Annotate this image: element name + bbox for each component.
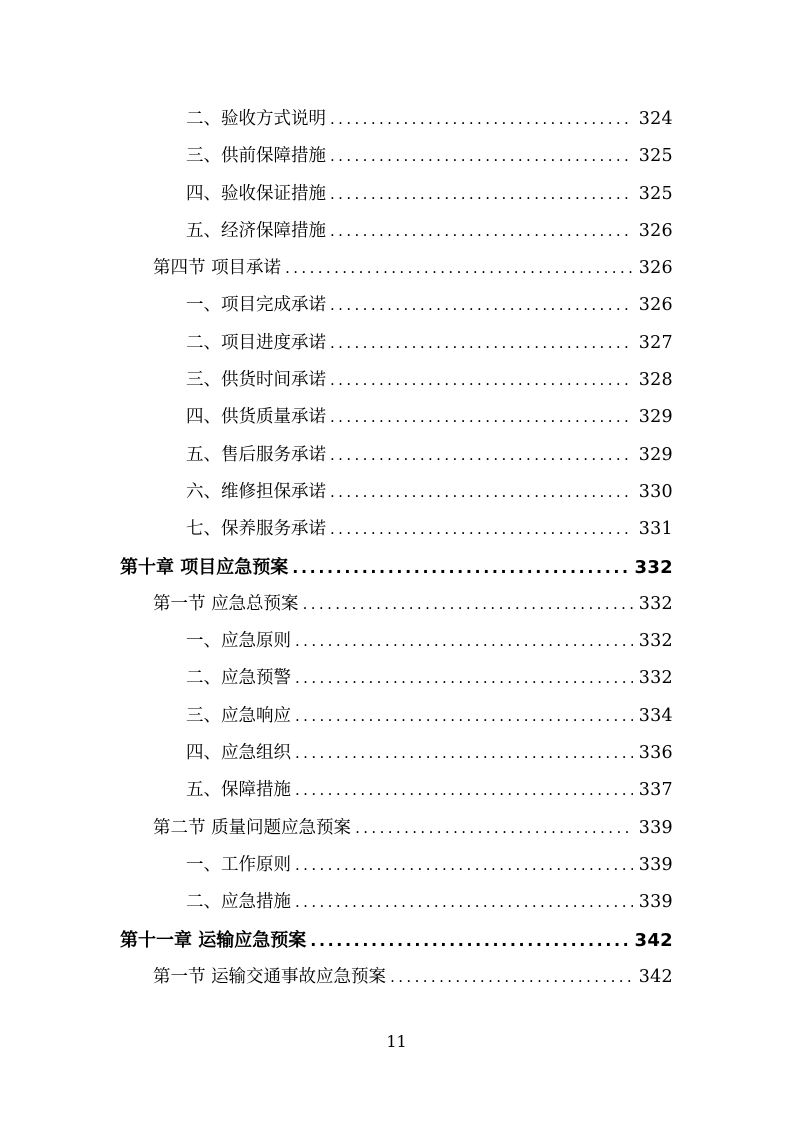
toc-dot-leader xyxy=(355,810,633,847)
toc-entry-title: 五、保障措施 xyxy=(186,780,291,801)
toc-entry-page-number: 326 xyxy=(638,258,673,279)
toc-dot-leader xyxy=(295,847,633,884)
toc-entry-title: 第四节 项目承诺 xyxy=(153,258,282,279)
toc-entry-page-number: 326 xyxy=(638,295,673,316)
table-of-contents xyxy=(120,101,673,996)
toc-entry-title: 二、应急预警 xyxy=(186,668,291,689)
toc-entry-title: 第十章 项目应急预案 xyxy=(120,556,289,578)
toc-entry-page-number: 332 xyxy=(634,556,673,578)
toc-dot-leader xyxy=(295,698,633,735)
toc-entry-page-number: 324 xyxy=(638,109,673,129)
toc-entry-page-number: 342 xyxy=(638,966,673,987)
toc-dot-leader xyxy=(303,586,633,623)
toc-entry-page-number: 332 xyxy=(638,631,673,652)
toc-entry-page-number: 339 xyxy=(638,817,673,838)
toc-entry-page-number: 337 xyxy=(638,780,673,801)
toc-section-entry[interactable] xyxy=(120,959,673,996)
toc-entry-title: 三、供货时间承诺 xyxy=(186,370,326,391)
toc-entry-page-number: 325 xyxy=(638,146,673,167)
toc-dot-leader xyxy=(330,399,633,436)
toc-subsection-entry[interactable] xyxy=(120,511,673,548)
toc-subsection-entry[interactable] xyxy=(120,698,673,735)
toc-entry-page-number: 342 xyxy=(634,929,673,951)
toc-entry-page-number: 339 xyxy=(638,854,673,875)
toc-entry-title: 第十一章 运输应急预案 xyxy=(120,929,307,951)
toc-entry-title: 一、项目完成承诺 xyxy=(186,295,326,316)
toc-dot-leader xyxy=(295,735,633,772)
toc-entry-title: 二、验收方式说明 xyxy=(186,109,326,129)
toc-entry-title: 第二节 质量问题应急预案 xyxy=(153,817,352,838)
toc-dot-leader xyxy=(330,325,633,362)
toc-dot-leader xyxy=(285,250,633,287)
toc-subsection-entry[interactable] xyxy=(120,176,673,213)
toc-dot-leader xyxy=(330,362,633,399)
toc-entry-page-number: 332 xyxy=(638,593,673,614)
toc-dot-leader xyxy=(295,660,633,697)
toc-subsection-entry[interactable] xyxy=(120,772,673,809)
toc-dot-leader xyxy=(330,176,633,213)
toc-dot-leader xyxy=(330,138,633,175)
toc-entry-title: 第一节 应急总预案 xyxy=(153,593,299,614)
toc-section-entry[interactable] xyxy=(120,586,673,623)
toc-dot-leader xyxy=(330,474,633,511)
toc-subsection-entry[interactable] xyxy=(120,735,673,772)
toc-entry-title: 二、应急措施 xyxy=(186,892,291,913)
toc-entry-title: 四、供货质量承诺 xyxy=(186,407,326,428)
toc-subsection-entry[interactable] xyxy=(120,138,673,175)
toc-subsection-entry[interactable] xyxy=(120,362,673,399)
toc-entry-page-number: 332 xyxy=(638,668,673,689)
toc-entry-title: 三、应急响应 xyxy=(186,705,291,726)
toc-dot-leader xyxy=(292,549,628,586)
toc-dot-leader xyxy=(330,437,633,474)
toc-dot-leader xyxy=(295,772,633,809)
toc-chapter-entry[interactable] xyxy=(120,922,673,959)
toc-subsection-entry[interactable] xyxy=(120,213,673,250)
toc-entry-page-number: 330 xyxy=(638,481,673,502)
toc-entry-page-number: 334 xyxy=(638,705,673,726)
toc-entry-page-number: 336 xyxy=(638,743,673,764)
toc-subsection-entry[interactable] xyxy=(120,399,673,436)
toc-entry-title: 五、经济保障措施 xyxy=(186,220,326,241)
toc-dot-leader xyxy=(310,922,628,959)
toc-dot-leader xyxy=(330,511,633,548)
toc-section-entry[interactable] xyxy=(120,810,673,847)
toc-entry-title: 五、售后服务承诺 xyxy=(186,444,326,465)
toc-entry-page-number: 329 xyxy=(638,444,673,465)
toc-entry-title: 三、供前保障措施 xyxy=(186,146,326,167)
toc-entry-page-number: 329 xyxy=(638,407,673,428)
toc-subsection-entry[interactable] xyxy=(120,287,673,324)
toc-subsection-entry[interactable] xyxy=(120,660,673,697)
toc-entry-title: 六、维修担保承诺 xyxy=(186,481,326,502)
toc-entry-page-number: 325 xyxy=(638,183,673,204)
toc-entry-page-number: 328 xyxy=(638,370,673,391)
toc-subsection-entry[interactable] xyxy=(120,623,673,660)
toc-entry-title: 四、应急组织 xyxy=(186,743,291,764)
toc-entry-page-number: 327 xyxy=(638,332,673,353)
page-number: 11 xyxy=(386,1032,407,1051)
toc-entry-title: 一、工作原则 xyxy=(186,854,291,875)
toc-chapter-entry[interactable] xyxy=(120,549,673,586)
toc-entry-page-number: 331 xyxy=(638,519,673,540)
toc-dot-leader xyxy=(330,213,633,250)
toc-entry-title: 二、项目进度承诺 xyxy=(186,332,326,353)
toc-subsection-entry[interactable] xyxy=(120,325,673,362)
toc-dot-leader xyxy=(295,884,633,921)
toc-subsection-entry[interactable] xyxy=(120,101,673,138)
toc-entry-page-number: 326 xyxy=(638,220,673,241)
toc-subsection-entry[interactable] xyxy=(120,884,673,921)
toc-entry-title: 第一节 运输交通事故应急预案 xyxy=(153,966,387,987)
toc-entry-title: 四、验收保证措施 xyxy=(186,183,326,204)
toc-dot-leader xyxy=(295,623,633,660)
toc-dot-leader xyxy=(390,959,633,996)
toc-subsection-entry[interactable] xyxy=(120,474,673,511)
toc-section-entry[interactable] xyxy=(120,250,673,287)
toc-entry-page-number: 339 xyxy=(638,892,673,913)
toc-dot-leader xyxy=(330,101,633,138)
toc-dot-leader xyxy=(330,287,633,324)
toc-entry-title: 一、应急原则 xyxy=(186,631,291,652)
toc-subsection-entry[interactable] xyxy=(120,847,673,884)
toc-subsection-entry[interactable] xyxy=(120,437,673,474)
toc-entry-title: 七、保养服务承诺 xyxy=(186,519,326,540)
